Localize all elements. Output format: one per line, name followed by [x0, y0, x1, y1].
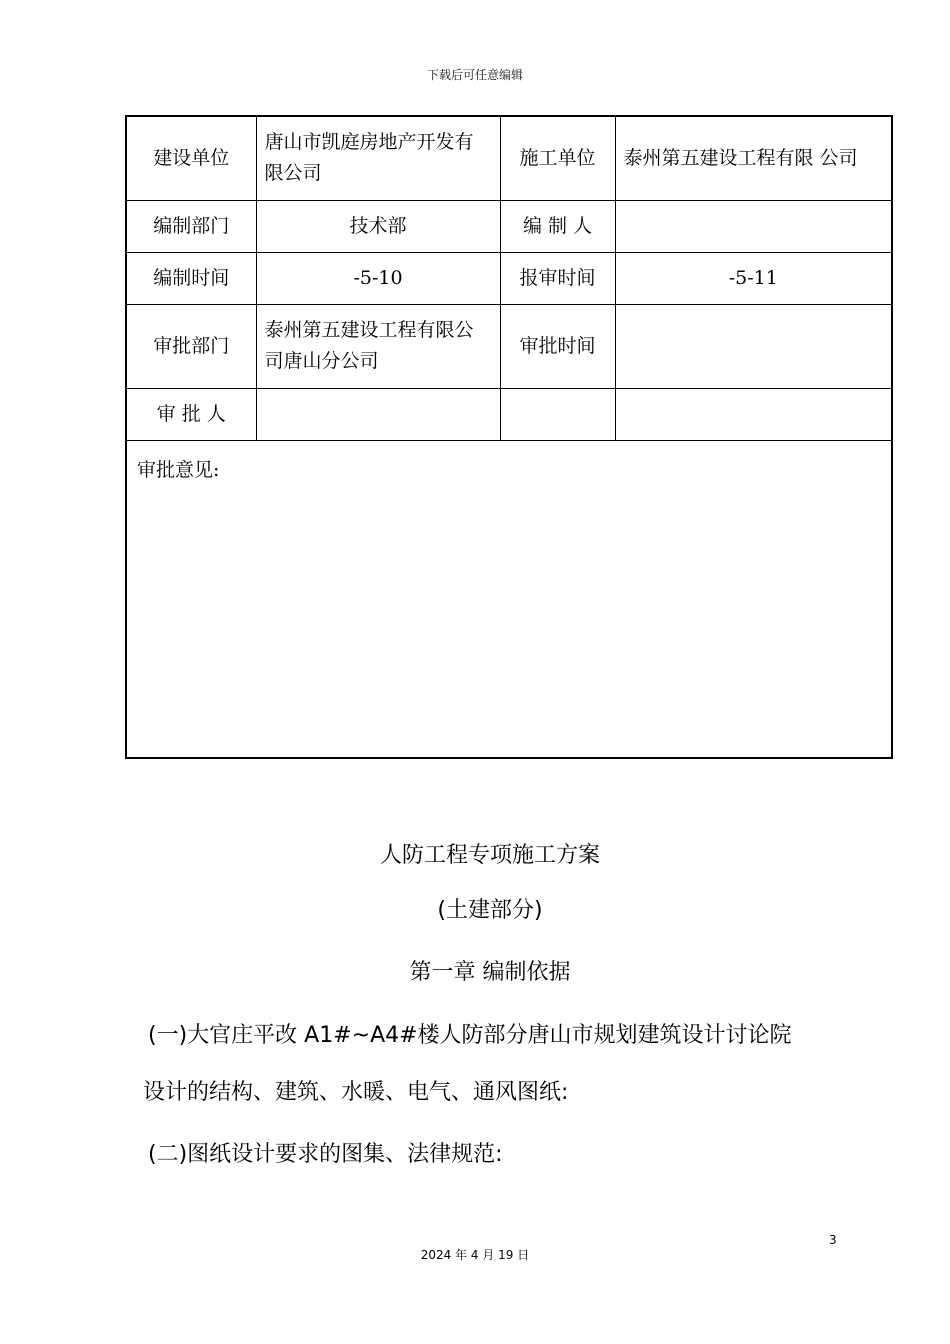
item1-line1: (一)大官庄平改 A1#~A4#楼人防部分唐山市规划建筑设计讨论院: [148, 1023, 792, 1048]
table-row: [126, 200, 892, 252]
approve-dept-label: 审批部门: [126, 304, 256, 388]
table-row: [126, 440, 892, 758]
submit-label: 报审时间: [500, 252, 615, 304]
approve-dept-value: 泰州第五建设工程有限公司唐山分公司: [256, 304, 500, 388]
approve-time-label: 审批时间: [500, 304, 615, 388]
table-row: [126, 252, 892, 304]
build-unit-value: 唐山市凯庭房地产开发有限公司: [256, 116, 500, 200]
header-note: 下载后可任意编辑: [426, 68, 523, 82]
build-unit-label: 建设单位: [126, 116, 256, 200]
chapter-heading: 第一章 编制依据: [409, 960, 571, 985]
approver-extra-cell: [615, 388, 892, 440]
dept-value: 技术部: [256, 200, 500, 252]
table-row: [126, 116, 892, 200]
approve-time-value: [615, 304, 892, 388]
author-label: 编 制 人: [500, 200, 615, 252]
footer-date: 2024 年 4 月 19 日: [420, 1248, 530, 1262]
submit-value: -5-11: [615, 252, 892, 304]
contractor-label: 施工单位: [500, 116, 615, 200]
table-row: [126, 388, 892, 440]
approval-table: [125, 115, 893, 759]
contractor-value: 泰州第五建设工程有限 公司: [615, 116, 892, 200]
approver-label: 审 批 人: [126, 388, 256, 440]
approver-value: [256, 388, 500, 440]
opinion-label: 审批意见:: [126, 440, 892, 758]
page-number: 3: [829, 1233, 837, 1247]
item2: (二)图纸设计要求的图集、法律规范:: [148, 1142, 503, 1167]
dept-label: 编制部门: [126, 200, 256, 252]
item1-line2: 设计的结构、建筑、水暖、电气、通风图纸:: [143, 1080, 569, 1105]
doc-subtitle: (土建部分): [437, 898, 543, 923]
table-row: [126, 304, 892, 388]
approver-extra-cell: [500, 388, 615, 440]
author-value: [615, 200, 892, 252]
date-value: -5-10: [256, 252, 500, 304]
date-label: 编制时间: [126, 252, 256, 304]
doc-title: 人防工程专项施工方案: [379, 843, 600, 868]
